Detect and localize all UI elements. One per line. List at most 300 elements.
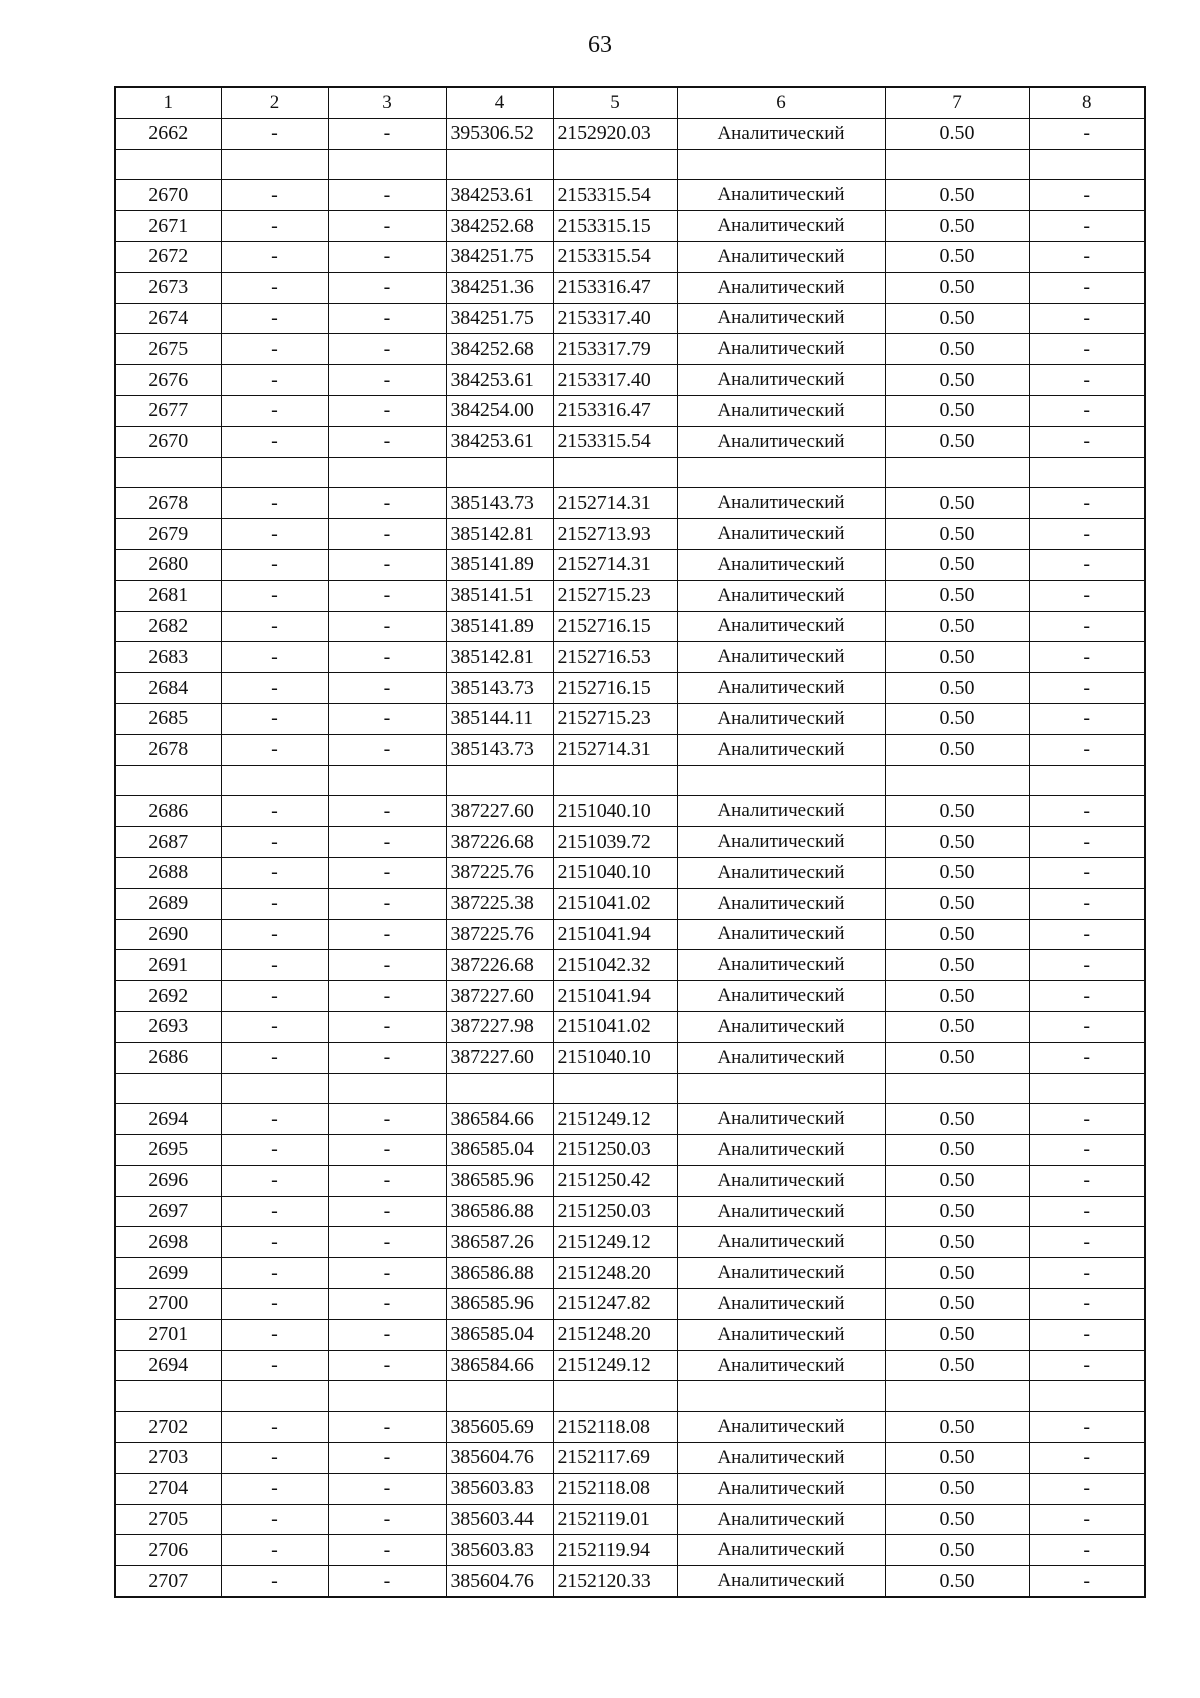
col8-cell: - xyxy=(1029,673,1145,704)
point-number-cell: 2685 xyxy=(115,703,221,734)
col2-cell: - xyxy=(221,1104,328,1135)
y-coordinate-cell: 2151250.03 xyxy=(553,1135,677,1166)
table-row xyxy=(115,549,1145,580)
col8-cell: - xyxy=(1029,950,1145,981)
col3-cell: - xyxy=(328,857,446,888)
point-number-cell: 2684 xyxy=(115,673,221,704)
y-coordinate-cell: 2152119.94 xyxy=(553,1535,677,1566)
col8-cell: - xyxy=(1029,1196,1145,1227)
x-coordinate-cell: 386584.66 xyxy=(446,1350,553,1381)
col8-cell: - xyxy=(1029,611,1145,642)
x-coordinate-cell: 385143.73 xyxy=(446,734,553,765)
col8-cell: - xyxy=(1029,1258,1145,1289)
point-number-cell: 2686 xyxy=(115,1042,221,1073)
accuracy-cell: 0.50 xyxy=(885,1011,1029,1042)
column-header: 3 xyxy=(328,87,446,118)
y-coordinate-cell: 2153315.54 xyxy=(553,241,677,272)
accuracy-cell: 0.50 xyxy=(885,180,1029,211)
y-coordinate-cell: 2151250.03 xyxy=(553,1196,677,1227)
point-number-cell: 2694 xyxy=(115,1104,221,1135)
col3-cell: - xyxy=(328,1289,446,1320)
point-number-cell xyxy=(115,1073,221,1104)
y-coordinate-cell xyxy=(553,149,677,180)
col2-cell: - xyxy=(221,1443,328,1474)
table-row xyxy=(115,488,1145,519)
point-number-cell: 2670 xyxy=(115,180,221,211)
col2-cell: - xyxy=(221,1473,328,1504)
col3-cell: - xyxy=(328,1042,446,1073)
col2-cell: - xyxy=(221,334,328,365)
col3-cell: - xyxy=(328,1227,446,1258)
point-number-cell: 2680 xyxy=(115,549,221,580)
accuracy-cell: 0.50 xyxy=(885,673,1029,704)
col3-cell: - xyxy=(328,1443,446,1474)
y-coordinate-cell: 2152714.31 xyxy=(553,488,677,519)
col8-cell: - xyxy=(1029,1535,1145,1566)
y-coordinate-cell: 2152120.33 xyxy=(553,1566,677,1597)
col8-cell: - xyxy=(1029,981,1145,1012)
col8-cell: - xyxy=(1029,395,1145,426)
x-coordinate-cell: 385603.83 xyxy=(446,1473,553,1504)
col3-cell: - xyxy=(328,272,446,303)
accuracy-cell: 0.50 xyxy=(885,1258,1029,1289)
col3-cell xyxy=(328,1381,446,1412)
method-cell: Аналитический xyxy=(677,1504,885,1535)
col2-cell: - xyxy=(221,1042,328,1073)
x-coordinate-cell: 384251.36 xyxy=(446,272,553,303)
x-coordinate-cell xyxy=(446,1073,553,1104)
col2-cell: - xyxy=(221,642,328,673)
point-number-cell xyxy=(115,1381,221,1412)
table-row xyxy=(115,1011,1145,1042)
table-row xyxy=(115,180,1145,211)
accuracy-cell: 0.50 xyxy=(885,1504,1029,1535)
method-cell: Аналитический xyxy=(677,118,885,149)
col2-cell: - xyxy=(221,1011,328,1042)
y-coordinate-cell: 2151041.02 xyxy=(553,1011,677,1042)
col8-cell: - xyxy=(1029,796,1145,827)
accuracy-cell: 0.50 xyxy=(885,365,1029,396)
x-coordinate-cell: 385604.76 xyxy=(446,1566,553,1597)
col2-cell: - xyxy=(221,919,328,950)
table-row xyxy=(115,334,1145,365)
point-number-cell: 2691 xyxy=(115,950,221,981)
col3-cell: - xyxy=(328,1135,446,1166)
col8-cell: - xyxy=(1029,118,1145,149)
y-coordinate-cell: 2153315.15 xyxy=(553,211,677,242)
accuracy-cell: 0.50 xyxy=(885,241,1029,272)
x-coordinate-cell: 384254.00 xyxy=(446,395,553,426)
x-coordinate-cell: 385603.44 xyxy=(446,1504,553,1535)
col2-cell: - xyxy=(221,1227,328,1258)
table-row xyxy=(115,1104,1145,1135)
y-coordinate-cell: 2151041.94 xyxy=(553,981,677,1012)
method-cell: Аналитический xyxy=(677,303,885,334)
method-cell: Аналитический xyxy=(677,1196,885,1227)
point-number-cell: 2692 xyxy=(115,981,221,1012)
point-number-cell: 2704 xyxy=(115,1473,221,1504)
table-row xyxy=(115,1135,1145,1166)
accuracy-cell: 0.50 xyxy=(885,1104,1029,1135)
point-number-cell: 2698 xyxy=(115,1227,221,1258)
point-number-cell: 2674 xyxy=(115,303,221,334)
col2-cell: - xyxy=(221,365,328,396)
y-coordinate-cell: 2152119.01 xyxy=(553,1504,677,1535)
col8-cell: - xyxy=(1029,1566,1145,1597)
col3-cell: - xyxy=(328,611,446,642)
col3-cell xyxy=(328,149,446,180)
col2-cell: - xyxy=(221,519,328,550)
point-number-cell: 2681 xyxy=(115,580,221,611)
accuracy-cell: 0.50 xyxy=(885,1042,1029,1073)
y-coordinate-cell: 2151040.10 xyxy=(553,1042,677,1073)
col2-cell: - xyxy=(221,888,328,919)
table-row xyxy=(115,365,1145,396)
y-coordinate-cell: 2151042.32 xyxy=(553,950,677,981)
col2-cell: - xyxy=(221,426,328,457)
y-coordinate-cell: 2152118.08 xyxy=(553,1412,677,1443)
x-coordinate-cell: 387227.60 xyxy=(446,796,553,827)
x-coordinate-cell: 385141.89 xyxy=(446,549,553,580)
method-cell: Аналитический xyxy=(677,334,885,365)
y-coordinate-cell: 2151247.82 xyxy=(553,1289,677,1320)
col8-cell: - xyxy=(1029,180,1145,211)
point-number-cell: 2687 xyxy=(115,827,221,858)
table-row xyxy=(115,580,1145,611)
table-row xyxy=(115,426,1145,457)
method-cell: Аналитический xyxy=(677,673,885,704)
table-row xyxy=(115,118,1145,149)
col2-cell: - xyxy=(221,1289,328,1320)
accuracy-cell: 0.50 xyxy=(885,642,1029,673)
x-coordinate-cell: 384251.75 xyxy=(446,241,553,272)
separator-row xyxy=(115,1381,1145,1412)
col8-cell: - xyxy=(1029,303,1145,334)
col3-cell: - xyxy=(328,118,446,149)
method-cell: Аналитический xyxy=(677,1227,885,1258)
col3-cell: - xyxy=(328,1258,446,1289)
point-number-cell: 2703 xyxy=(115,1443,221,1474)
accuracy-cell xyxy=(885,765,1029,796)
table-row xyxy=(115,272,1145,303)
point-number-cell xyxy=(115,457,221,488)
col8-cell xyxy=(1029,149,1145,180)
y-coordinate-cell: 2151041.94 xyxy=(553,919,677,950)
table-row xyxy=(115,1412,1145,1443)
table-row xyxy=(115,211,1145,242)
y-coordinate-cell: 2152714.31 xyxy=(553,549,677,580)
accuracy-cell: 0.50 xyxy=(885,118,1029,149)
method-cell: Аналитический xyxy=(677,549,885,580)
accuracy-cell xyxy=(885,1073,1029,1104)
point-number-cell: 2693 xyxy=(115,1011,221,1042)
col2-cell: - xyxy=(221,549,328,580)
col3-cell: - xyxy=(328,1412,446,1443)
x-coordinate-cell xyxy=(446,765,553,796)
point-number-cell: 2662 xyxy=(115,118,221,149)
method-cell: Аналитический xyxy=(677,642,885,673)
accuracy-cell xyxy=(885,457,1029,488)
table-row xyxy=(115,1473,1145,1504)
table-row xyxy=(115,673,1145,704)
method-cell: Аналитический xyxy=(677,488,885,519)
col8-cell xyxy=(1029,1381,1145,1412)
x-coordinate-cell: 387225.76 xyxy=(446,919,553,950)
col3-cell: - xyxy=(328,796,446,827)
col3-cell: - xyxy=(328,888,446,919)
x-coordinate-cell: 387227.98 xyxy=(446,1011,553,1042)
col2-cell: - xyxy=(221,303,328,334)
method-cell: Аналитический xyxy=(677,888,885,919)
y-coordinate-cell: 2151250.42 xyxy=(553,1165,677,1196)
col3-cell: - xyxy=(328,580,446,611)
y-coordinate-cell: 2153315.54 xyxy=(553,180,677,211)
method-cell: Аналитический xyxy=(677,1412,885,1443)
method-cell: Аналитический xyxy=(677,734,885,765)
method-cell: Аналитический xyxy=(677,1011,885,1042)
method-cell: Аналитический xyxy=(677,981,885,1012)
col2-cell: - xyxy=(221,1165,328,1196)
col3-cell: - xyxy=(328,827,446,858)
table-row xyxy=(115,1042,1145,1073)
y-coordinate-cell: 2151040.10 xyxy=(553,796,677,827)
col8-cell xyxy=(1029,765,1145,796)
x-coordinate-cell: 387225.38 xyxy=(446,888,553,919)
table-row xyxy=(115,519,1145,550)
col3-cell: - xyxy=(328,1350,446,1381)
col2-cell: - xyxy=(221,673,328,704)
point-number-cell: 2697 xyxy=(115,1196,221,1227)
col2-cell: - xyxy=(221,1535,328,1566)
y-coordinate-cell: 2151041.02 xyxy=(553,888,677,919)
column-header: 7 xyxy=(885,87,1029,118)
col2-cell: - xyxy=(221,1504,328,1535)
y-coordinate-cell: 2151040.10 xyxy=(553,857,677,888)
method-cell xyxy=(677,457,885,488)
table-row xyxy=(115,1504,1145,1535)
accuracy-cell: 0.50 xyxy=(885,1412,1029,1443)
col8-cell xyxy=(1029,1073,1145,1104)
point-number-cell: 2679 xyxy=(115,519,221,550)
col8-cell: - xyxy=(1029,1504,1145,1535)
col8-cell: - xyxy=(1029,1135,1145,1166)
point-number-cell: 2677 xyxy=(115,395,221,426)
y-coordinate-cell xyxy=(553,1073,677,1104)
col8-cell: - xyxy=(1029,827,1145,858)
separator-row xyxy=(115,1073,1145,1104)
point-number-cell: 2688 xyxy=(115,857,221,888)
x-coordinate-cell: 385141.51 xyxy=(446,580,553,611)
method-cell: Аналитический xyxy=(677,211,885,242)
accuracy-cell: 0.50 xyxy=(885,488,1029,519)
accuracy-cell: 0.50 xyxy=(885,1319,1029,1350)
y-coordinate-cell: 2152715.23 xyxy=(553,703,677,734)
y-coordinate-cell: 2151249.12 xyxy=(553,1227,677,1258)
point-number-cell: 2706 xyxy=(115,1535,221,1566)
x-coordinate-cell: 386585.96 xyxy=(446,1289,553,1320)
point-number-cell: 2700 xyxy=(115,1289,221,1320)
col8-cell: - xyxy=(1029,703,1145,734)
accuracy-cell: 0.50 xyxy=(885,734,1029,765)
accuracy-cell: 0.50 xyxy=(885,950,1029,981)
separator-row xyxy=(115,765,1145,796)
table-row xyxy=(115,1196,1145,1227)
col3-cell: - xyxy=(328,549,446,580)
column-header: 8 xyxy=(1029,87,1145,118)
col2-cell: - xyxy=(221,857,328,888)
table-row xyxy=(115,1535,1145,1566)
table-row xyxy=(115,611,1145,642)
col2-cell: - xyxy=(221,272,328,303)
col2-cell: - xyxy=(221,734,328,765)
col8-cell: - xyxy=(1029,1473,1145,1504)
col8-cell xyxy=(1029,457,1145,488)
x-coordinate-cell: 387226.68 xyxy=(446,950,553,981)
x-coordinate-cell: 384253.61 xyxy=(446,365,553,396)
col3-cell: - xyxy=(328,1566,446,1597)
col2-cell xyxy=(221,457,328,488)
method-cell: Аналитический xyxy=(677,1350,885,1381)
accuracy-cell: 0.50 xyxy=(885,1473,1029,1504)
x-coordinate-cell: 384251.75 xyxy=(446,303,553,334)
method-cell: Аналитический xyxy=(677,365,885,396)
col2-cell: - xyxy=(221,241,328,272)
method-cell xyxy=(677,1381,885,1412)
method-cell: Аналитический xyxy=(677,703,885,734)
point-number-cell: 2670 xyxy=(115,426,221,457)
x-coordinate-cell: 387226.68 xyxy=(446,827,553,858)
table-row xyxy=(115,303,1145,334)
col2-cell: - xyxy=(221,1566,328,1597)
accuracy-cell xyxy=(885,149,1029,180)
separator-row xyxy=(115,149,1145,180)
point-number-cell xyxy=(115,765,221,796)
col8-cell: - xyxy=(1029,734,1145,765)
method-cell xyxy=(677,765,885,796)
col8-cell: - xyxy=(1029,1412,1145,1443)
col2-cell: - xyxy=(221,211,328,242)
point-number-cell: 2695 xyxy=(115,1135,221,1166)
col3-cell xyxy=(328,765,446,796)
point-number-cell: 2690 xyxy=(115,919,221,950)
method-cell: Аналитический xyxy=(677,580,885,611)
method-cell: Аналитический xyxy=(677,796,885,827)
col8-cell: - xyxy=(1029,1443,1145,1474)
y-coordinate-cell: 2152715.23 xyxy=(553,580,677,611)
col3-cell: - xyxy=(328,642,446,673)
col2-cell: - xyxy=(221,488,328,519)
y-coordinate-cell: 2151249.12 xyxy=(553,1104,677,1135)
method-cell: Аналитический xyxy=(677,1443,885,1474)
col8-cell: - xyxy=(1029,211,1145,242)
col2-cell: - xyxy=(221,1258,328,1289)
table-row xyxy=(115,703,1145,734)
col8-cell: - xyxy=(1029,488,1145,519)
x-coordinate-cell: 385142.81 xyxy=(446,519,553,550)
col2-cell xyxy=(221,765,328,796)
method-cell: Аналитический xyxy=(677,395,885,426)
col3-cell: - xyxy=(328,488,446,519)
method-cell: Аналитический xyxy=(677,919,885,950)
point-number-cell: 2702 xyxy=(115,1412,221,1443)
column-header: 6 xyxy=(677,87,885,118)
accuracy-cell: 0.50 xyxy=(885,1566,1029,1597)
y-coordinate-cell xyxy=(553,457,677,488)
col3-cell: - xyxy=(328,1104,446,1135)
col8-cell: - xyxy=(1029,365,1145,396)
col3-cell: - xyxy=(328,1319,446,1350)
y-coordinate-cell: 2152118.08 xyxy=(553,1473,677,1504)
col8-cell: - xyxy=(1029,1011,1145,1042)
col8-cell: - xyxy=(1029,1227,1145,1258)
col3-cell: - xyxy=(328,180,446,211)
x-coordinate-cell xyxy=(446,1381,553,1412)
x-coordinate-cell: 384253.61 xyxy=(446,180,553,211)
col3-cell: - xyxy=(328,211,446,242)
accuracy-cell: 0.50 xyxy=(885,334,1029,365)
method-cell: Аналитический xyxy=(677,857,885,888)
col8-cell: - xyxy=(1029,919,1145,950)
table-row xyxy=(115,950,1145,981)
accuracy-cell: 0.50 xyxy=(885,211,1029,242)
x-coordinate-cell: 386586.88 xyxy=(446,1196,553,1227)
col8-cell: - xyxy=(1029,1104,1145,1135)
col3-cell: - xyxy=(328,919,446,950)
method-cell: Аналитический xyxy=(677,519,885,550)
col2-cell xyxy=(221,149,328,180)
point-number-cell: 2699 xyxy=(115,1258,221,1289)
col3-cell: - xyxy=(328,334,446,365)
col8-cell: - xyxy=(1029,272,1145,303)
method-cell: Аналитический xyxy=(677,1289,885,1320)
column-header: 1 xyxy=(115,87,221,118)
column-header: 4 xyxy=(446,87,553,118)
method-cell xyxy=(677,149,885,180)
y-coordinate-cell: 2153317.40 xyxy=(553,303,677,334)
y-coordinate-cell: 2151039.72 xyxy=(553,827,677,858)
coordinates-table xyxy=(114,86,1146,1598)
table-row xyxy=(115,395,1145,426)
accuracy-cell: 0.50 xyxy=(885,1289,1029,1320)
table-row xyxy=(115,1566,1145,1597)
x-coordinate-cell: 385605.69 xyxy=(446,1412,553,1443)
accuracy-cell: 0.50 xyxy=(885,580,1029,611)
method-cell: Аналитический xyxy=(677,1042,885,1073)
y-coordinate-cell: 2151248.20 xyxy=(553,1258,677,1289)
column-header: 5 xyxy=(553,87,677,118)
table-row xyxy=(115,734,1145,765)
x-coordinate-cell: 386585.96 xyxy=(446,1165,553,1196)
col3-cell: - xyxy=(328,426,446,457)
table-row xyxy=(115,857,1145,888)
y-coordinate-cell: 2152920.03 xyxy=(553,118,677,149)
table-row xyxy=(115,241,1145,272)
y-coordinate-cell: 2153317.40 xyxy=(553,365,677,396)
y-coordinate-cell xyxy=(553,1381,677,1412)
point-number-cell: 2701 xyxy=(115,1319,221,1350)
table-row xyxy=(115,1227,1145,1258)
method-cell: Аналитический xyxy=(677,1104,885,1135)
point-number-cell: 2673 xyxy=(115,272,221,303)
col2-cell: - xyxy=(221,796,328,827)
x-coordinate-cell: 386585.04 xyxy=(446,1135,553,1166)
method-cell: Аналитический xyxy=(677,1165,885,1196)
accuracy-cell xyxy=(885,1381,1029,1412)
accuracy-cell: 0.50 xyxy=(885,981,1029,1012)
col8-cell: - xyxy=(1029,857,1145,888)
method-cell: Аналитический xyxy=(677,1258,885,1289)
method-cell: Аналитический xyxy=(677,272,885,303)
